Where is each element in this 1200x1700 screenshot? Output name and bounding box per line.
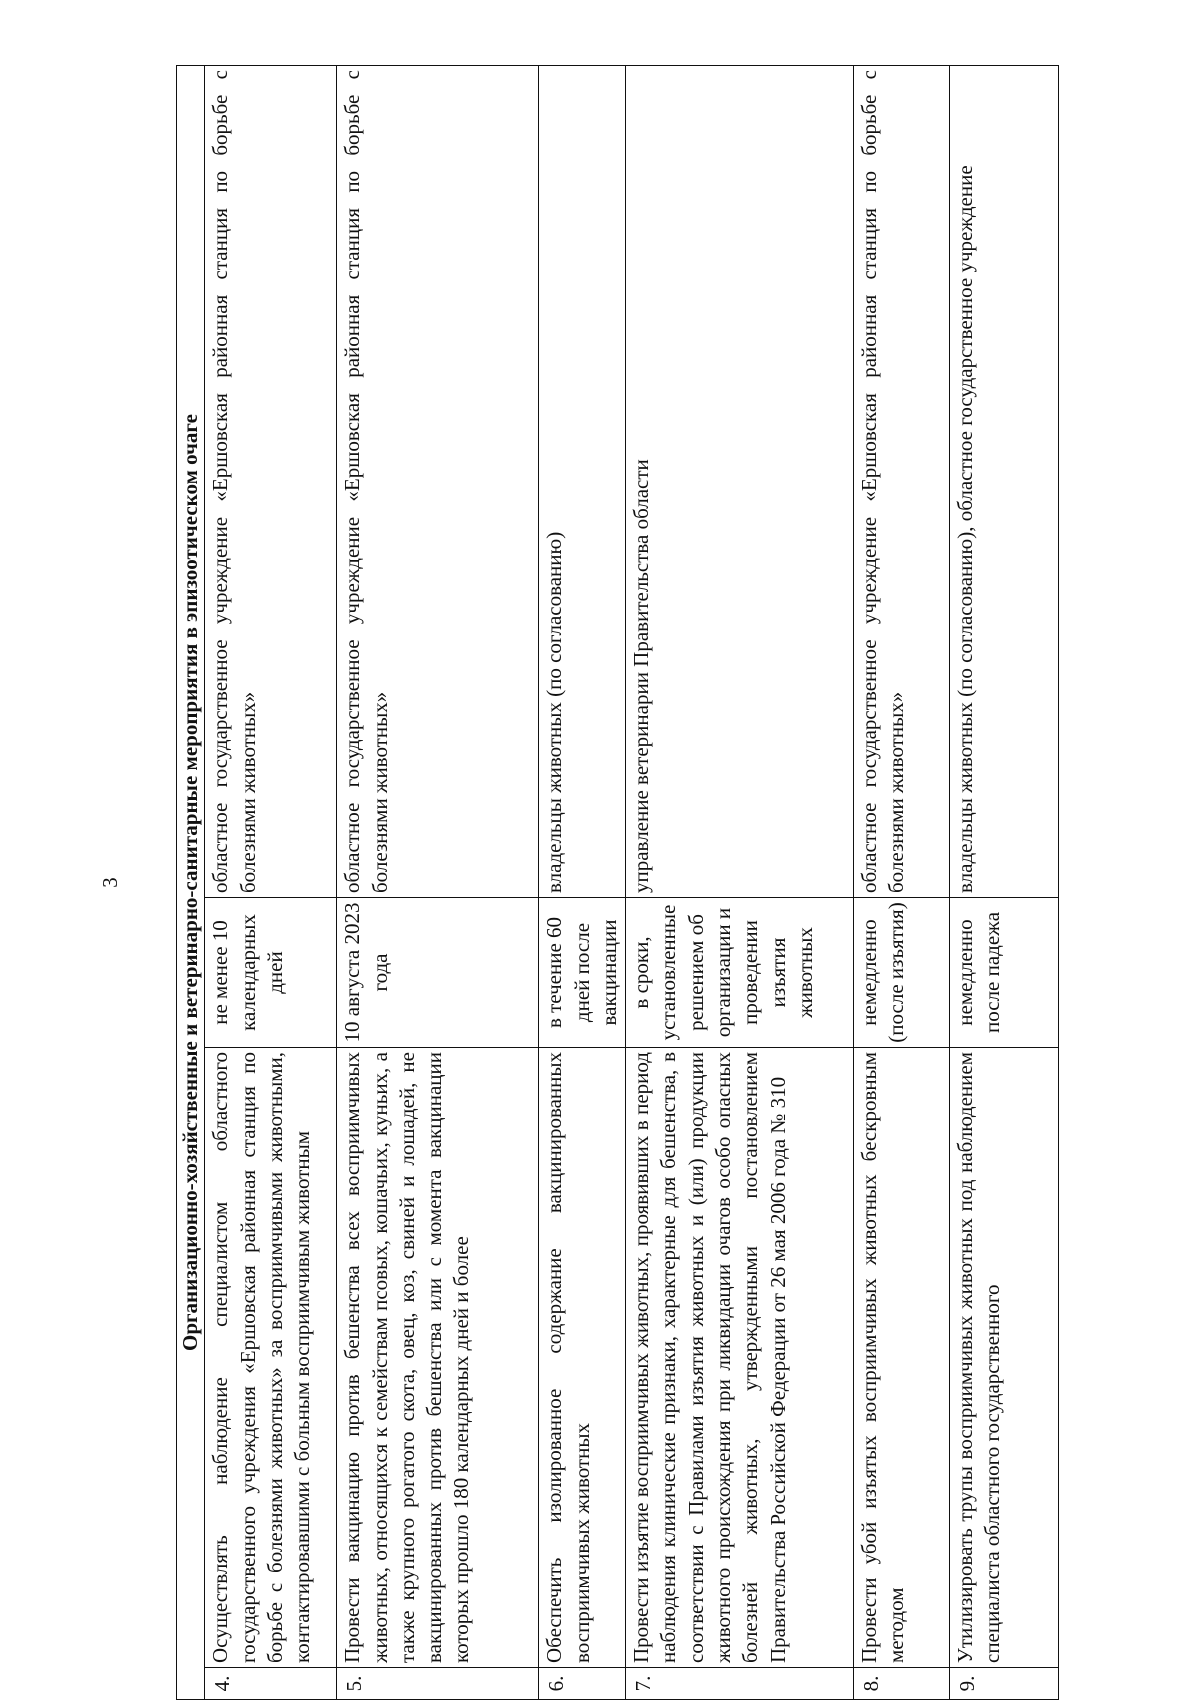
responsible-cell: областное государственное учреждение «Ершовская районная станция по борьбе с болезнями животных» bbox=[205, 66, 337, 898]
term-cell: в сроки, установленные решением об организации и проведении изъятия животных bbox=[626, 898, 854, 1048]
row-number: 5. bbox=[337, 1668, 539, 1700]
row-number: 8. bbox=[854, 1668, 950, 1700]
term-cell: немедленно после падежа bbox=[950, 898, 1059, 1048]
rotated-page-content bbox=[98, 65, 1059, 1700]
row-number: 9. bbox=[950, 1668, 1059, 1700]
measure-cell: Осуществлять наблюдение специалистом областного государственного учреждения «Ершовская районная станция по борьбе с болезнями животных» за восприимчивыми животными, контактировавшими с больным восприимчивым животным bbox=[205, 1048, 337, 1668]
term-cell: немедленно (после изъятия) bbox=[854, 898, 950, 1048]
responsible-cell: владельцы животных (по согласованию), областное государственное учреждение bbox=[950, 66, 1059, 898]
measure-cell: Утилизировать трупы восприимчивых животных под наблюдением специалиста областного государственного bbox=[950, 1048, 1059, 1668]
table-row bbox=[205, 66, 337, 1700]
measure-cell: Провести изъятие восприимчивых животных, проявивших в период наблюдения клинические признаки, характерные для бешенства, в соответствии с Правилами изъятия животных и (или) продукции животного происхождения при ликвидации очагов особо опасных болезней животных, утвержденными постановлением Правительства Российской Федерации от 26 мая 2006 года № 310 bbox=[626, 1048, 854, 1668]
measure-cell: Провести вакцинацию против бешенства всех восприимчивых животных, относящихся к семействам псовых, кошачьих, куньих, а также крупного рогатого скота, овец, коз, свиней и лошадей, не вакцинированных против бешенства или с момента вакцинации которых прошло 180 календарных дней и более bbox=[337, 1048, 539, 1668]
measures-table bbox=[176, 65, 1059, 1700]
responsible-cell: областное государственное учреждение «Ершовская районная станция по борьбе с болезнями животных» bbox=[854, 66, 950, 898]
term-cell: не менее 10 календарных дней bbox=[205, 898, 337, 1048]
section-header: Организационно-хозяйственные и ветеринарно-санитарные мероприятия в эпизоотическом очаге bbox=[177, 66, 205, 1700]
table-row bbox=[950, 66, 1059, 1700]
table-row bbox=[626, 66, 854, 1700]
row-number: 4. bbox=[205, 1668, 337, 1700]
term-cell: в течение 60 дней после вакцинации bbox=[539, 898, 626, 1048]
term-cell: 10 августа 2023 года bbox=[337, 898, 539, 1048]
row-number: 7. bbox=[626, 1668, 854, 1700]
responsible-cell: владельцы животных (по согласованию) bbox=[539, 66, 626, 898]
table-row bbox=[539, 66, 626, 1700]
row-number: 6. bbox=[539, 1668, 626, 1700]
table-row bbox=[854, 66, 950, 1700]
page-number: 3 bbox=[98, 877, 122, 888]
responsible-cell: областное государственное учреждение «Ершовская районная станция по борьбе с болезнями животных» bbox=[337, 66, 539, 898]
section-header-row bbox=[177, 66, 205, 1700]
table-row bbox=[337, 66, 539, 1700]
measure-cell: Обеспечить изолированное содержание вакцинированных восприимчивых животных bbox=[539, 1048, 626, 1668]
responsible-cell: управление ветеринарии Правительства области bbox=[626, 66, 854, 898]
measure-cell: Провести убой изъятых восприимчивых животных бескровным методом bbox=[854, 1048, 950, 1668]
